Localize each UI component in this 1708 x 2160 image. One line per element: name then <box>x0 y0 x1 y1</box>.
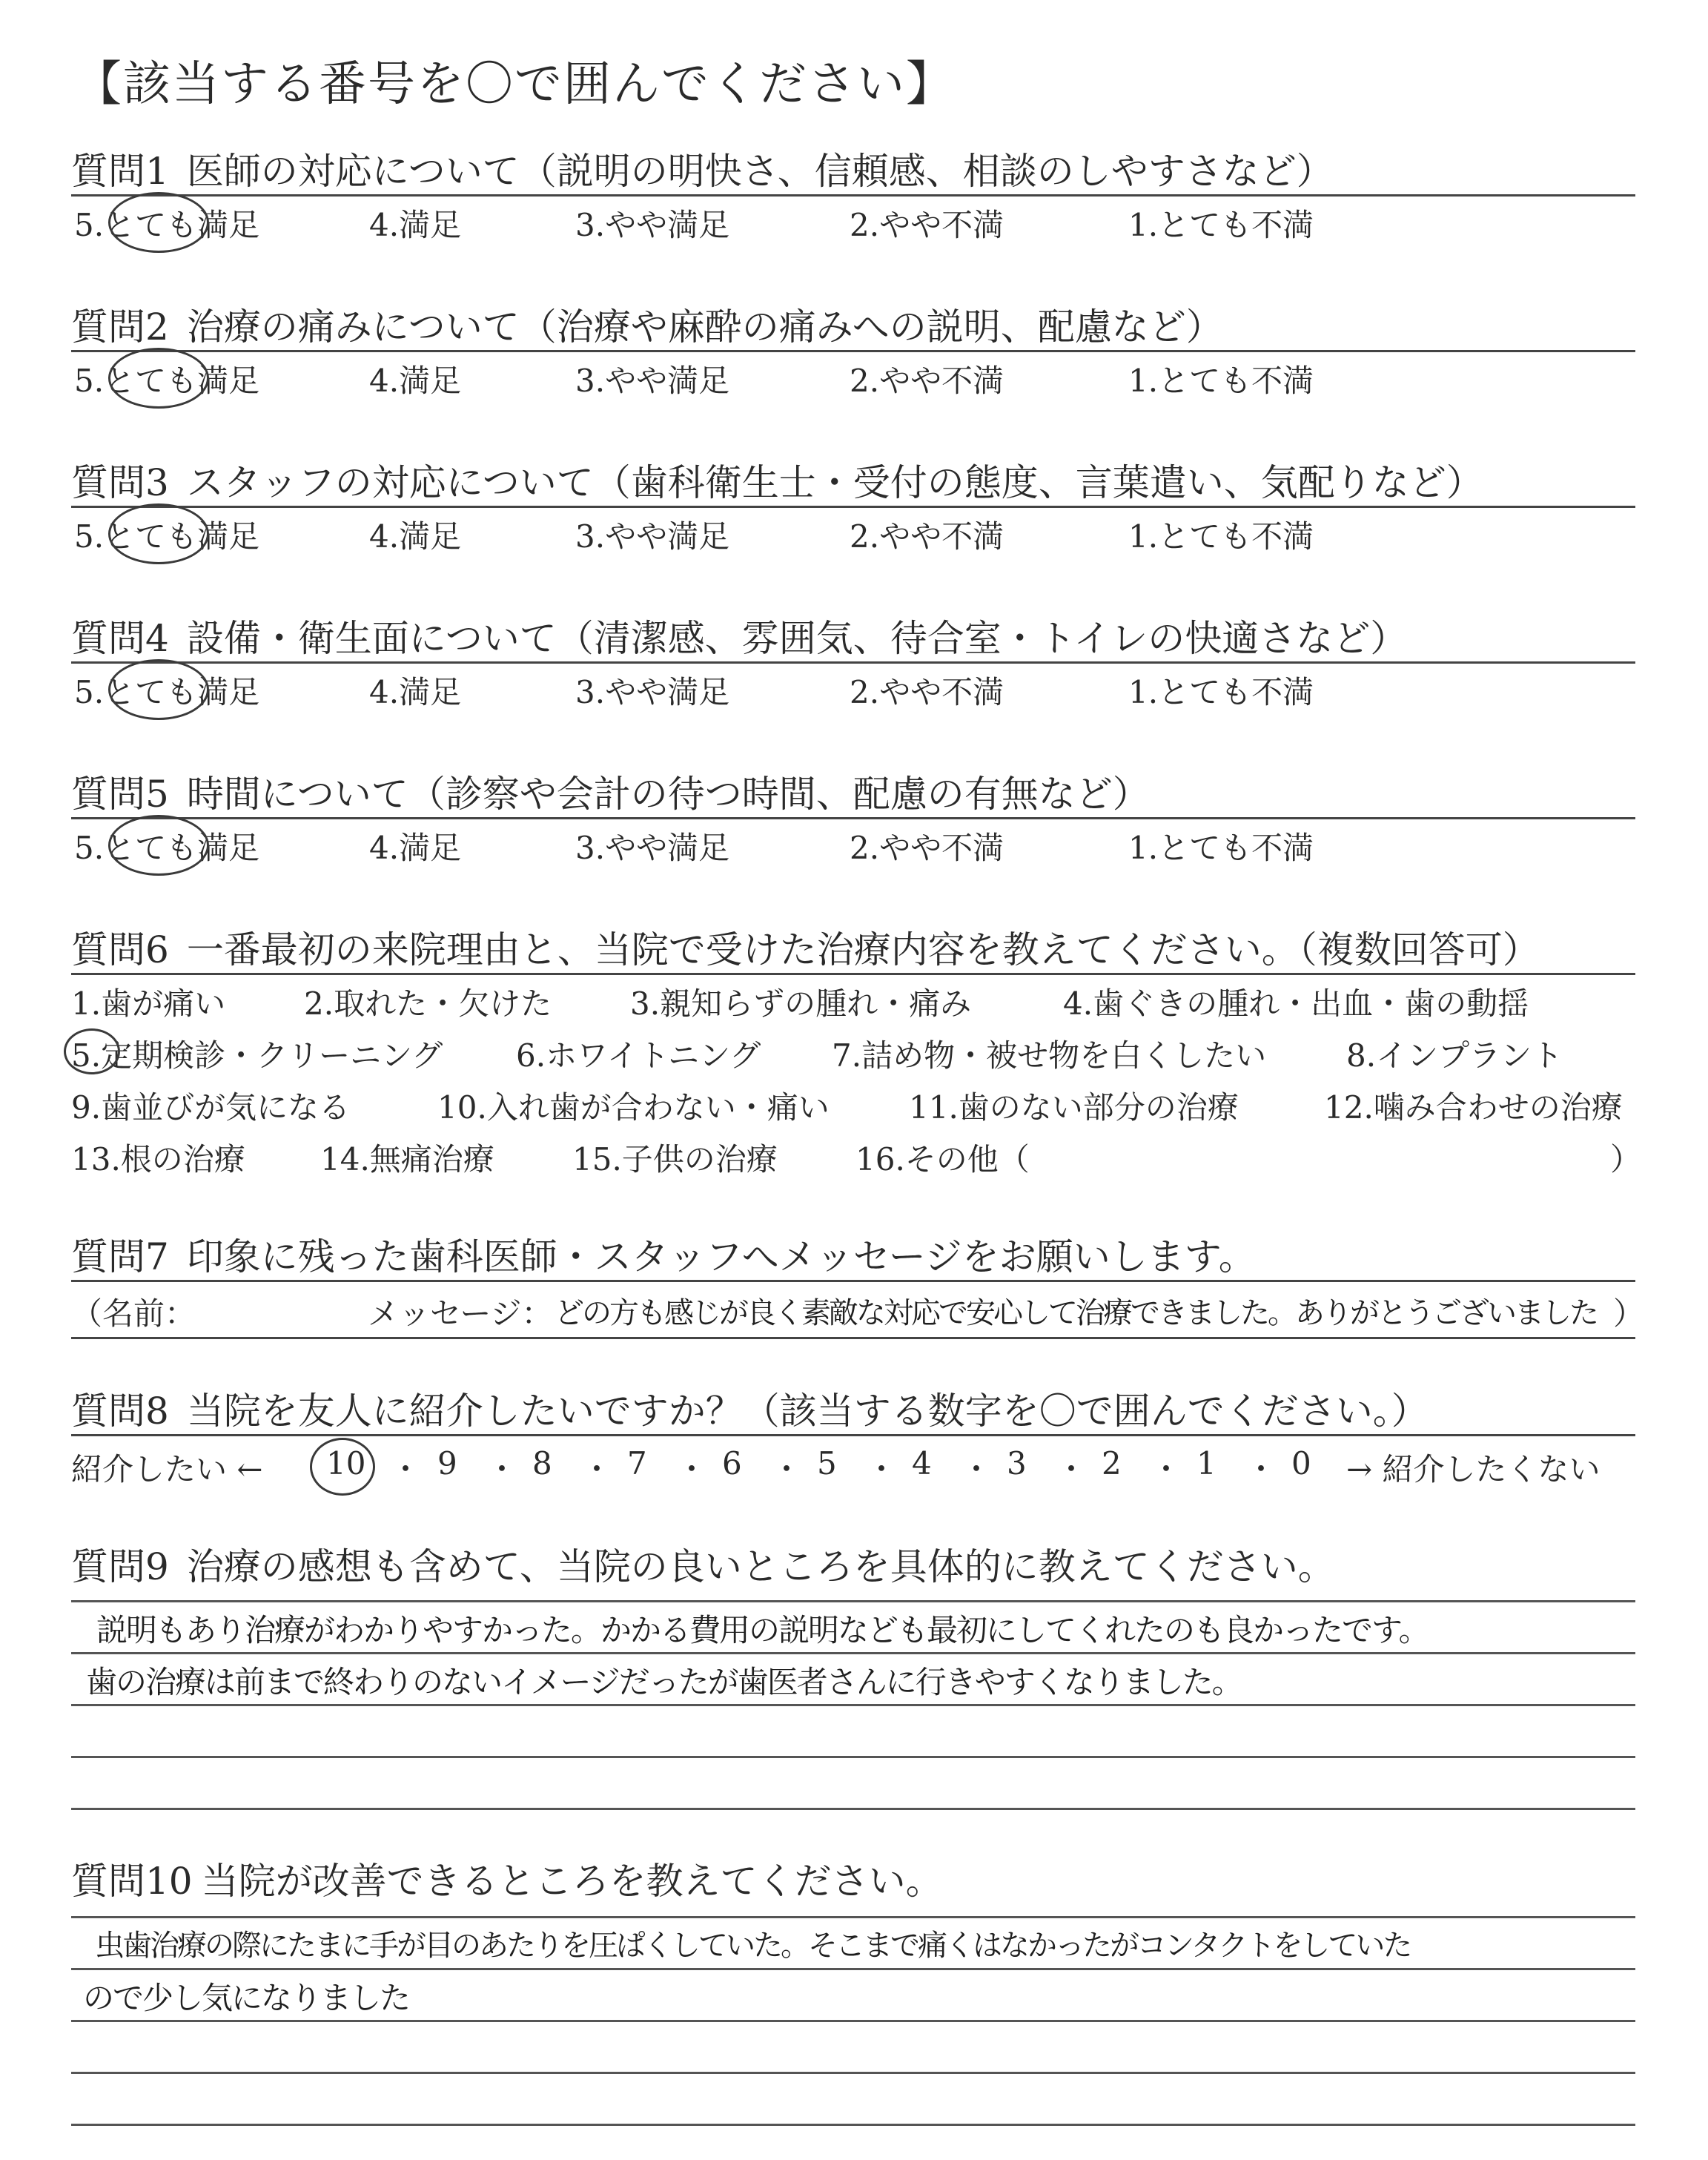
message-handwritten: どの方も感じが良く素敵な対応で安心して治療できました。ありがとうございました <box>555 1296 1597 1330</box>
option-whitening[interactable]: 6.ホワイトニング <box>516 1037 761 1074</box>
question-number: 質問6 <box>71 928 169 971</box>
option-2-somewhat-dissatisfied[interactable]: 2.やや不満 <box>850 830 1004 866</box>
question-10 <box>71 1858 1635 2156</box>
option-5-very-satisfied[interactable]: 5.とても満足 <box>74 830 260 866</box>
option-5-very-satisfied[interactable]: 5.とても満足 <box>74 518 260 555</box>
question-7 <box>71 1234 1645 1339</box>
scale-9[interactable]: 9 <box>437 1445 457 1482</box>
question-text: 当院が改善できるところを教えてください。 <box>201 1860 943 1903</box>
option-missing-teeth[interactable]: 11.歯のない部分の治療 <box>909 1089 1239 1126</box>
option-1-very-dissatisfied[interactable]: 1.とても不満 <box>1128 363 1314 399</box>
handwritten-answer: 歯の治療は前まで終わりのないイメージだったが歯医者さんに行きやすくなりました。 <box>86 1664 1242 1700</box>
option-3-somewhat-satisfied[interactable]: 3.やや満足 <box>575 830 730 866</box>
scale-separator: ・ <box>676 1451 708 1487</box>
option-white-fillings[interactable]: 7.詰め物・被せ物を白くしたい <box>832 1037 1267 1074</box>
option-1-very-dissatisfied[interactable]: 1.とても不満 <box>1128 207 1314 243</box>
scale-separator: ・ <box>1056 1451 1088 1487</box>
selection-circle <box>108 503 209 564</box>
question-number: 質問9 <box>71 1545 169 1588</box>
question-text: 治療の痛みについて（治療や麻酔の痛みへの説明、配慮など） <box>186 305 1223 349</box>
option-broken-chipped[interactable]: 2.取れた・欠けた <box>304 985 552 1022</box>
divider <box>71 1337 1635 1339</box>
question-text: 設備・衛生面について（清潔感、雰囲気、待合室・トイレの快適さなど） <box>186 617 1408 660</box>
option-1-very-dissatisfied[interactable]: 1.とても不満 <box>1128 674 1314 710</box>
scale-separator: ・ <box>486 1451 518 1487</box>
answer-line <box>71 2020 1635 2022</box>
scale-separator: ・ <box>961 1451 993 1487</box>
question-number: 質問3 <box>71 461 169 504</box>
question-number: 質問5 <box>71 773 169 816</box>
question-4 <box>71 615 1635 716</box>
question-text: スタッフの対応について（歯科衛生士・受付の態度、言葉遣い、気配りなど） <box>186 461 1483 504</box>
question-text: 当院を友人に紹介したいですか？（該当する数字を〇で囲んでください。） <box>186 1390 1429 1433</box>
option-toothache[interactable]: 1.歯が痛い <box>71 985 226 1022</box>
scale-separator: ・ <box>390 1451 422 1487</box>
option-5-very-satisfied[interactable]: 5.とても満足 <box>74 674 260 710</box>
option-1-very-dissatisfied[interactable]: 1.とても不満 <box>1128 830 1314 866</box>
option-other-close: ） <box>1610 1141 1642 1178</box>
scale-6[interactable]: 6 <box>722 1445 742 1482</box>
option-dentures[interactable]: 10.入れ歯が合わない・痛い <box>437 1089 830 1126</box>
option-3-somewhat-satisfied[interactable]: 3.やや満足 <box>575 207 730 243</box>
option-gum-problems[interactable]: 4.歯ぐきの腫れ・出血・歯の動揺 <box>1063 985 1529 1022</box>
answer-line <box>71 2072 1635 2074</box>
scale-4[interactable]: 4 <box>912 1445 932 1482</box>
question-text: 治療の感想も含めて、当院の良いところを具体的に教えてください。 <box>186 1545 1335 1588</box>
question-text: 時間について（診察や会計の待つ時間、配慮の有無など） <box>186 773 1150 816</box>
option-checkup-cleaning[interactable]: 5.定期検診・クリーニング <box>71 1037 443 1074</box>
option-root-canal[interactable]: 13.根の治療 <box>71 1141 245 1178</box>
question-number: 質問4 <box>71 617 169 660</box>
scale-10[interactable]: 10 <box>326 1445 366 1482</box>
answer-line <box>71 1968 1635 1970</box>
answer-line <box>71 1916 1635 1918</box>
message-close: ） <box>1613 1295 1645 1332</box>
option-4-satisfied[interactable]: 4.満足 <box>369 363 462 399</box>
scale-0[interactable]: 0 <box>1291 1445 1311 1482</box>
option-painless[interactable]: 14.無痛治療 <box>320 1141 494 1178</box>
answer-line <box>71 1652 1635 1654</box>
scale-separator: ・ <box>771 1451 803 1487</box>
question-number: 質問2 <box>71 305 169 349</box>
question-2 <box>71 304 1635 404</box>
question-text: 医師の対応について（説明の明快さ、信頼感、相談のしやすさなど） <box>186 150 1334 193</box>
answer-line <box>71 1756 1635 1758</box>
question-number: 質問10 <box>71 1860 193 1903</box>
handwritten-answer: 説明もあり治療がわかりやすかった。かかる費用の説明なども最初にしてくれたのも良かったです。 <box>96 1612 1429 1648</box>
option-wisdom-tooth[interactable]: 3.親知らずの腫れ・痛み <box>630 985 972 1022</box>
answer-line <box>71 1704 1635 1706</box>
option-pediatric[interactable]: 15.子供の治療 <box>572 1141 778 1178</box>
selection-circle <box>108 348 209 409</box>
scale-separator: ・ <box>866 1451 898 1487</box>
scale-separator: ・ <box>1151 1451 1182 1487</box>
question-text: 印象に残った歯科医師・スタッフへメッセージをお願いします。 <box>186 1235 1256 1278</box>
question-5 <box>71 771 1635 871</box>
selection-circle <box>64 1028 120 1074</box>
question-number: 質問8 <box>71 1390 169 1433</box>
question-number: 質問7 <box>71 1235 169 1278</box>
option-2-somewhat-dissatisfied[interactable]: 2.やや不満 <box>850 207 1004 243</box>
answer-lines <box>71 1590 1635 1872</box>
option-bite[interactable]: 12.噛み合わせの治療 <box>1324 1089 1623 1126</box>
recommend-left-label: 紹介したい ← <box>71 1451 263 1487</box>
scale-7[interactable]: 7 <box>627 1445 647 1482</box>
option-2-somewhat-dissatisfied[interactable]: 2.やや不満 <box>850 363 1004 399</box>
answer-lines <box>71 1904 1635 2156</box>
option-other[interactable]: 16.その他（ <box>855 1141 1030 1178</box>
option-4-satisfied[interactable]: 4.満足 <box>369 518 462 555</box>
page-title: 【該当する番号を〇で囲んでください】 <box>74 57 955 112</box>
scale-2[interactable]: 2 <box>1102 1445 1122 1482</box>
selection-circle <box>108 815 209 876</box>
answer-line <box>71 1808 1635 1810</box>
option-4-satisfied[interactable]: 4.満足 <box>369 830 462 866</box>
question-8 <box>71 1388 1635 1496</box>
option-3-somewhat-satisfied[interactable]: 3.やや満足 <box>575 363 730 399</box>
handwritten-answer: ので少し気になりました <box>83 1980 410 2016</box>
selection-circle <box>108 192 209 253</box>
scale-separator: ・ <box>581 1451 613 1487</box>
scale-separator: ・ <box>1245 1451 1277 1487</box>
option-5-very-satisfied[interactable]: 5.とても満足 <box>74 207 260 243</box>
question-1 <box>71 148 1635 248</box>
option-2-somewhat-dissatisfied[interactable]: 2.やや不満 <box>850 674 1004 710</box>
name-label: （名前： <box>71 1295 196 1332</box>
question-number: 質問1 <box>71 150 169 193</box>
scale-5[interactable]: 5 <box>817 1445 837 1482</box>
answer-line <box>71 1600 1635 1602</box>
option-2-somewhat-dissatisfied[interactable]: 2.やや不満 <box>850 518 1004 555</box>
handwritten-answer: 虫歯治療の際にたまに手が目のあたりを圧ぱくしていた。そこまで痛くはなかったがコンタクトをしていた <box>95 1929 1411 1963</box>
question-6 <box>71 927 1642 1183</box>
selection-circle <box>310 1438 375 1496</box>
option-alignment[interactable]: 9.歯並びが気になる <box>71 1089 351 1126</box>
option-5-very-satisfied[interactable]: 5.とても満足 <box>74 363 260 399</box>
question-text: 一番最初の来院理由と、当院で受けた治療内容を教えてください。（複数回答可） <box>186 928 1540 971</box>
answer-line <box>71 2124 1635 2126</box>
option-implant[interactable]: 8.インプラント <box>1346 1037 1563 1074</box>
selection-circle <box>108 659 209 720</box>
scale-8[interactable]: 8 <box>532 1445 552 1482</box>
option-4-satisfied[interactable]: 4.満足 <box>369 674 462 710</box>
recommend-right-label: → 紹介したくない <box>1346 1451 1601 1487</box>
question-9 <box>71 1544 1635 1872</box>
option-4-satisfied[interactable]: 4.満足 <box>369 207 462 243</box>
option-3-somewhat-satisfied[interactable]: 3.やや満足 <box>575 674 730 710</box>
scale-1[interactable]: 1 <box>1196 1445 1217 1482</box>
option-1-very-dissatisfied[interactable]: 1.とても不満 <box>1128 518 1314 555</box>
question-3 <box>71 460 1635 560</box>
scale-3[interactable]: 3 <box>1007 1445 1027 1482</box>
option-3-somewhat-satisfied[interactable]: 3.やや満足 <box>575 518 730 555</box>
message-label: メッセージ： <box>368 1295 553 1332</box>
